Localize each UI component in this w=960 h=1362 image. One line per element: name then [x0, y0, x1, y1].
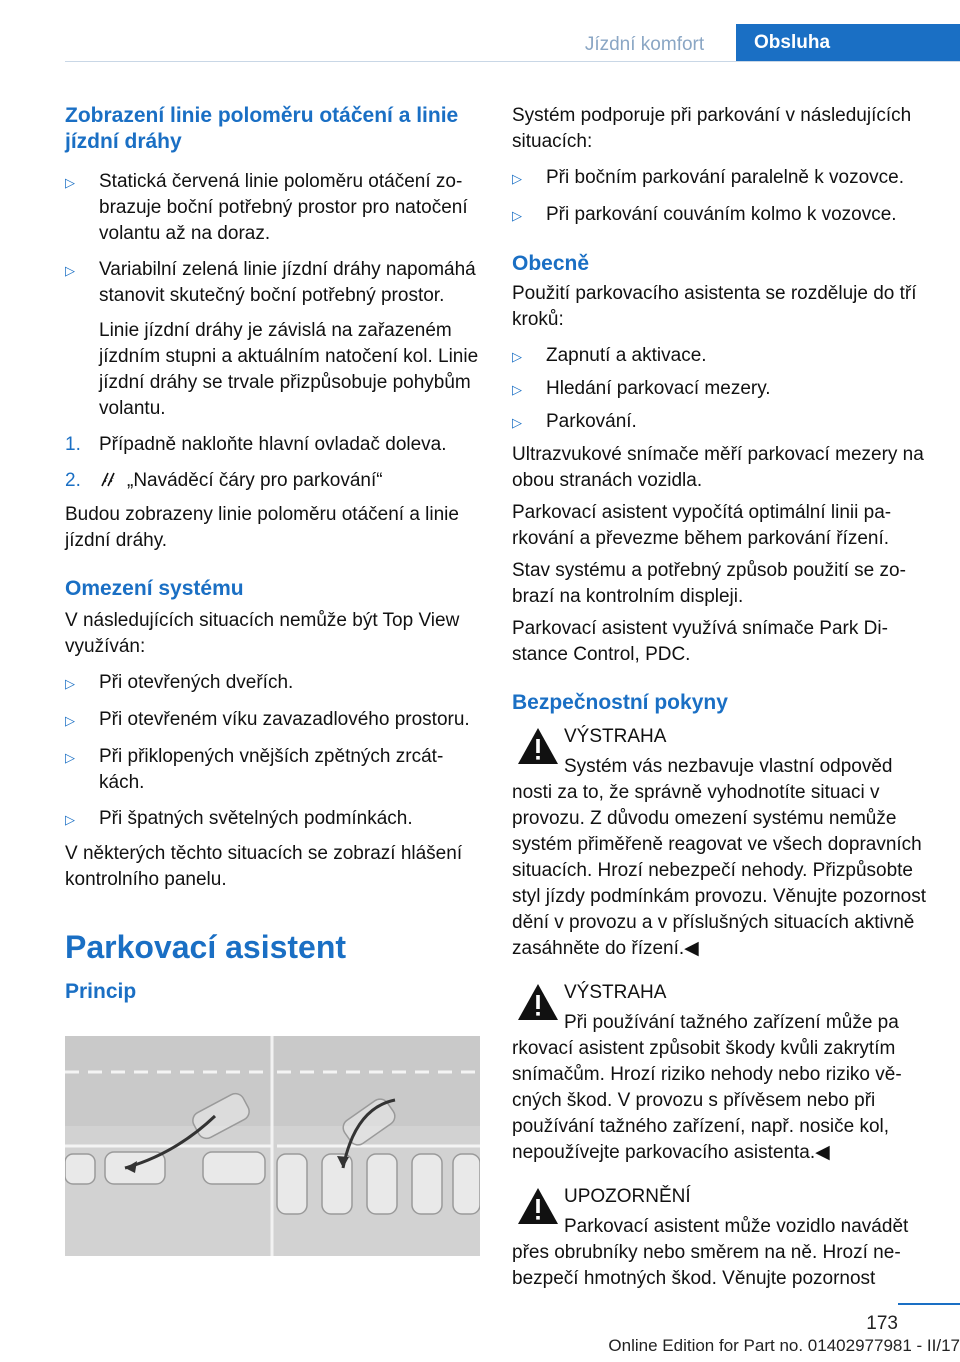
triangle-bullet-icon: ▷	[512, 349, 522, 364]
lines-sub-paragraph: Linie jízdní dráhy je závislá na zařazeném jízdním stupni a aktuálním natočení kol. Linie jízdní dráhy se trvale přizpůsobuje pohybům volantu.	[99, 320, 479, 419]
warning-triangle-icon	[512, 980, 564, 1022]
limits-list	[65, 670, 480, 833]
list-item: ▷ Při otevřeném víku zavazadlového prostoru.	[65, 707, 480, 734]
triangle-bullet-icon: ▷	[512, 382, 522, 397]
notice-first-line: Parkovací asistent může vozidlo navádět	[564, 1216, 909, 1237]
list-item: ▷ Variabilní zelená linie jízdní dráhy napomáhá stanovit skutečný boční potřebný prostor.	[65, 259, 476, 306]
general-paragraph: Parkovací asistent využívá snímače Park Distance Control, PDC.	[512, 618, 888, 665]
heading-lines: Zobrazení linie poloměru otáčení a linie jízdní dráhy	[65, 104, 459, 153]
parking-guide-lines-icon	[99, 470, 117, 488]
heading-principle: Princip	[65, 980, 137, 1003]
list-item: ▷ Při parkování couváním kolmo k vozovce.	[512, 202, 927, 229]
right-column	[512, 103, 927, 1292]
list-item: ▷ Při otevřených dveřích.	[65, 670, 480, 697]
warning-first-line: Při používání tažného zařízení může pa	[564, 1012, 899, 1033]
triangle-bullet-icon: ▷	[65, 812, 75, 827]
header-chapter-tab: Obsluha	[736, 24, 960, 62]
list-item: ▷ Při špatných světelných podmínkách.	[65, 806, 480, 833]
supports-list	[512, 165, 927, 229]
heading-safety: Bezpečnostní pokyny	[512, 691, 728, 714]
header-rule	[65, 61, 960, 62]
triangle-bullet-icon: ▷	[512, 415, 522, 430]
step-item: 2. „Naváděcí čáry pro parkování“	[65, 468, 480, 494]
limits-outro: V některých těchto situacích se zobrazí hlášení kontrolního panelu.	[65, 843, 463, 890]
list-item: ▷ Hledání parkovací mezery.	[512, 376, 927, 403]
footer-rule	[898, 1303, 960, 1305]
edition-footer: Online Edition for Part no. 01402977981 - II/17	[608, 1336, 960, 1355]
warning-title: VÝSTRAHA	[564, 982, 667, 1003]
list-item: ▷ Při bočním parkování paralelně k vozovce.	[512, 165, 927, 192]
warning-triangle-icon	[512, 1184, 564, 1226]
list-item: ▷ Statická červená linie poloměru otáčení zobrazuje boční potřebný prostor pro natočení volantu až na doraz.	[65, 171, 468, 244]
triangle-bullet-icon: ▷	[512, 171, 522, 186]
warning-block	[512, 724, 927, 962]
triangle-bullet-icon: ▷	[65, 676, 75, 691]
triangle-bullet-icon: ▷	[512, 208, 522, 223]
heading-parking-assistant: Parkovací asistent	[65, 929, 347, 965]
warning-triangle-icon	[512, 724, 564, 766]
notice-title: UPOZORNĚNÍ	[564, 1186, 691, 1207]
steps-list	[65, 432, 480, 494]
left-column	[65, 103, 480, 1005]
general-paragraph: Ultrazvukové snímače měří parkovací mezery na obou stranách vozidla.	[512, 444, 924, 491]
triangle-bullet-icon: ▷	[65, 750, 75, 765]
warning-block	[512, 980, 927, 1166]
triangle-bullet-icon: ▷	[65, 175, 75, 190]
limits-intro: V následujících situacích nemůže být Top View využíván:	[65, 610, 460, 657]
lines-result: Budou zobrazeny linie poloměru otáčení a linie jízdní dráhy.	[65, 504, 459, 551]
heading-limits: Omezení systému	[65, 577, 244, 600]
page-number: 173	[866, 1313, 898, 1334]
warning-first-line: Systém vás nezbavuje vlastní odpověd	[564, 756, 893, 777]
step-item: 1. Případně nakloňte hlavní ovladač doleva.	[65, 432, 480, 458]
notice-text: přes obrubníky nebo směrem na ně. Hrozí nebezpečí hmotných škod. Věnujte pozornost	[512, 1242, 901, 1289]
lines-list	[65, 169, 480, 422]
list-item: ▷ Parkování.	[512, 409, 927, 436]
step-number: 1.	[65, 434, 81, 455]
triangle-bullet-icon: ▷	[65, 713, 75, 728]
list-item: ▷ Při přiklopených vnějších zpětných zrcátkách.	[65, 746, 444, 793]
header-section-title: Jízdní komfort	[584, 34, 705, 55]
notice-block	[512, 1184, 927, 1292]
general-paragraph: Parkovací asistent vypočítá optimální linii parkování a převezme během parkování řízení.	[512, 502, 892, 549]
heading-general: Obecně	[512, 252, 590, 275]
step-number: 2.	[65, 470, 81, 491]
general-paragraph: Stav systému a potřebný způsob použití se zobrazí na kontrolním displeji.	[512, 560, 906, 607]
parking-illustration	[65, 1036, 480, 1256]
general-intro: Použití parkovacího asistenta se rozděluje do tří kroků:	[512, 283, 917, 330]
warning-text: nosti za to, že správně vyhodnotíte situaci v provozu. Z důvodu omezení systému nemůže systém přiměřeně reagovat ve všech dopravních situacích. Hrozí nebezpečí nehody. Přizpůsobte styl jízdy podmínkám provozu. Věnujte pozornost dění v provozu a v příslušných situacích aktivně zasáhněte do řízení.◀	[512, 782, 926, 959]
supports-intro: Systém podporuje při parkování v následujících situacích:	[512, 105, 912, 152]
warning-text: rkovací asistent způsobit škody kvůli zakrytím snímačům. Hrozí riziko nehody nebo riziko věcných škod. V provozu s přívěsem nebo při používání tažného zařízení, např. nosiče kol, nepoužívejte parkovacího asistenta.◀	[512, 1038, 902, 1163]
list-item: ▷ Zapnutí a aktivace.	[512, 343, 927, 370]
triangle-bullet-icon: ▷	[65, 263, 75, 278]
warning-title: VÝSTRAHA	[564, 726, 667, 747]
general-list	[512, 343, 927, 436]
